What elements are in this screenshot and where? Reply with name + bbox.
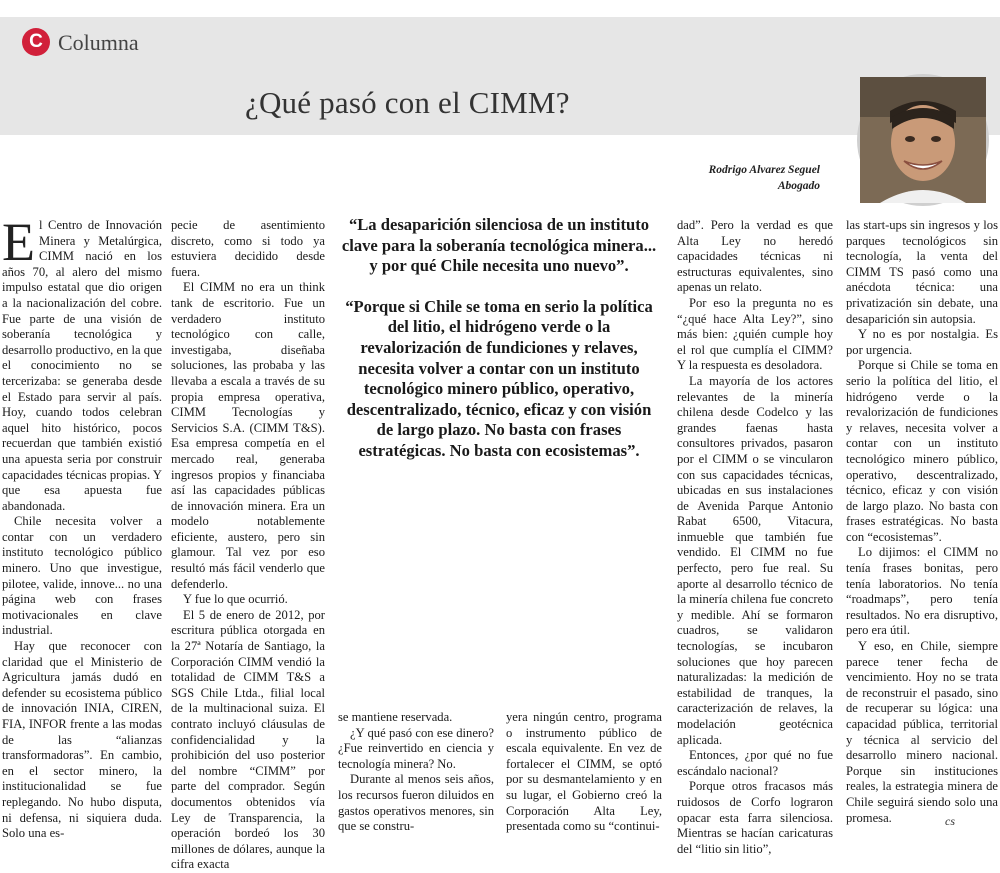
paragraph: las start-ups sin ingresos y los parques tecnológicos sin tecnología, la venta del CIMM TS pasó como una anécdota técnica: una privatización sin debate, una desaparición sin autopsia. (846, 218, 998, 326)
paragraph: l Centro de Innovación Minera y Metalúrgica, CIMM nació en los años 70, al alero del mismo impulso estatal que dio origen a la nacionalización del cobre. Fue parte de una visión de soberanía tecnológica y desarrollo productivo, en la que el conocimiento no se tercerizaba: se generaba desde el Estado para servir al país. Hoy, cuando todos celebran aquel hito histórico, pocos recuerdan que también existió una apuesta seria por construir capacidades técnicas propias. Y que esa apuesta fue abandonada. (2, 218, 162, 513)
article-title: ¿Qué pasó con el CIMM? (245, 85, 570, 120)
paragraph: Durante al menos seis años, los recursos fueron diluidos en gastos operativos menores, sin que se constru- (338, 772, 494, 834)
author-byline (709, 162, 820, 194)
author-role: Abogado (777, 180, 820, 192)
paragraph: Y fue lo que ocurrió. (183, 592, 288, 607)
top-bar (0, 0, 1000, 17)
column-6 (846, 218, 998, 830)
end-mark: cs (945, 814, 955, 828)
column-4 (506, 710, 662, 834)
paragraph: El 5 de enero de 2012, por escritura pública otorgada en la 27ª Notaría de Santiago, la Corporación CIMM vendió la totalidad de CIMM T&S a SGS Chile Ltda., filial local de la multinacional suiza. El contrato incluyó cláusulas de confidencialidad y la prohibición del uso posterior del nombre “CIMM” por parte del comprador. Según documentos obtenidos vía Ley de Transparencia, la operación bordeó los 30 millones de dólares, aunque la cifra exacta (171, 607, 325, 872)
pull-quote-1: “La desaparición silenciosa de un instituto clave para la soberanía tecnológica minera... y por qué Chile necesita uno nuevo”. (341, 215, 657, 276)
paragraph: yera ningún centro, programa o instrumento público de escala equivalente. En vez de fortalecer el CIMM, se optó por su desmantelamiento y en su lugar, el Gobierno creó la Corporación Alta Ley, presentada como su “continui- (506, 710, 662, 834)
paragraph: El CIMM no era un think tank de escritorio. Fue un verdadero instituto tecnológico con calle, investigaba, diseñaba soluciones, las probaba y las llevaba a escala a través de su propia empresa operativa, CIMM Tecnologías y Servicios S.A. (CIMM T&S). Esa empresa competía en el mercado real, generaba ingresos propios y financiaba así las capacidades públicas de innovación minera. Era un modelo notablemente eficiente, austero, pero sin glamour. Tal vez por eso resultó más fácil venderlo que defenderlo. (171, 280, 325, 591)
paragraph: Porque si Chile se toma en serio la política del litio, el hidrógeno verde o la revalorización de fundiciones y relaves, necesita volver a contar con un instituto tecnológico minero público, operativo, descentralizado, técnico, eficaz y con visión de largo plazo. No basta con frases estratégicas. No basta con “ecosistemas”. (846, 358, 998, 544)
drop-cap: E (2, 212, 35, 272)
paragraph: se mantiene reservada. (338, 710, 453, 724)
paragraph: ¿Y qué pasó con ese dinero? ¿Fue reinvertido en ciencia y tecnología minera? No. (338, 725, 494, 771)
column-1 (2, 212, 162, 841)
paragraph: Entonces, ¿por qué no fue escándalo nacional? (677, 748, 833, 778)
paragraph: dad”. Pero la verdad es que Alta Ley no heredó capacidades técnicas ni estructuras equivalentes, sino apenas un relato. (677, 218, 833, 295)
paragraph: Chile necesita volver a contar con un verdadero instituto tecnológico público minero. Uno que investigue, pilotee, valide, innove... no una página web con frases motivacionales en clave industrial. (2, 514, 162, 638)
paragraph: Hay que reconocer con claridad que el Ministerio de Agricultura jamás dudó en defender su ecosistema público de innovación INIA, CIREN, FIA, INFOR frente a las modas de las “alianzas transformadoras”. En cambio, en el sector minero, la institucionalidad se fue replegando. No hubo disputa, ni defensa, ni siquiera duda. Solo una es- (2, 639, 162, 841)
column-2 (171, 218, 325, 872)
section-label: Columna (58, 30, 139, 55)
paragraph: Por eso la pregunta no es “¿qué hace Alta Ley?”, sino más bien: ¿quién cumple hoy el rol que cumplía el CIMM? Y la respuesta es desoladora. (677, 295, 833, 373)
paragraph: pecie de asentimiento discreto, como si todo ya estuviera decidido desde fuera. (171, 218, 325, 279)
paragraph: Y no es por nostalgia. Es por urgencia. (846, 327, 998, 357)
paragraph: Lo dijimos: el CIMM no tenía frases bonitas, pero tenía laboratorios. No tenía “roadmaps”, pero tenía resultados. No era disruptivo, pero era útil. (846, 545, 998, 638)
pull-quotes (338, 215, 660, 462)
author-photo (857, 74, 989, 206)
author-name: Rodrigo Alvarez Seguel (708, 164, 820, 176)
section-badge: C (22, 28, 50, 56)
paragraph: Y eso, en Chile, siempre parece tener fecha de vencimiento. Hoy no se trata de reconstruir el pasado, sino de recuperar su lógica: una capacidad pública, territorial y técnica al servicio del desarrollo minero nacional. Porque sin instituciones reales, la estrategia minera de Chile seguirá siendo solo una promesa. (846, 639, 998, 825)
column-5 (677, 218, 833, 856)
paragraph: Porque otros fracasos más ruidosos de Corfo lograron opacar esta farra silenciosa. Mientras se hacían caricaturas del “litio sin litio”, (677, 779, 833, 856)
pull-quote-2: “Porque si Chile se toma en serio la política del litio, el hidrógeno verde o la revalorización de fundiciones y relaves, necesita volver a contar con un instituto tecnológico minero público, operativo, descentralizado, técnico, eficaz y con visión de largo plazo. No basta con frases estratégicas. No basta con ecosistemas”. (345, 296, 653, 460)
column-3 (338, 710, 494, 834)
paragraph: La mayoría de los actores relevantes de la minería chilena desde Codelco y las grandes faenas hasta consultores privados, pasaron por el CIMM o se vincularon con sus capacidades técnicas, ubicadas en sus instalaciones de Avenida Parque Antonio Rabat 6500, Vitacura, inmueble que también fue vendido. El CIMM no fue perfecto, pero fue real. Su aporte al desarrollo técnico de la minería chilena fue concreto y medible. Ahí se formaron cuadros, se validaron tecnologías, se incubaron soluciones que hoy parecen naturalizadas: la medición de estabilidad de tranques, la caracterización de relaves, la modelación geotécnica aplicada. (677, 373, 833, 747)
